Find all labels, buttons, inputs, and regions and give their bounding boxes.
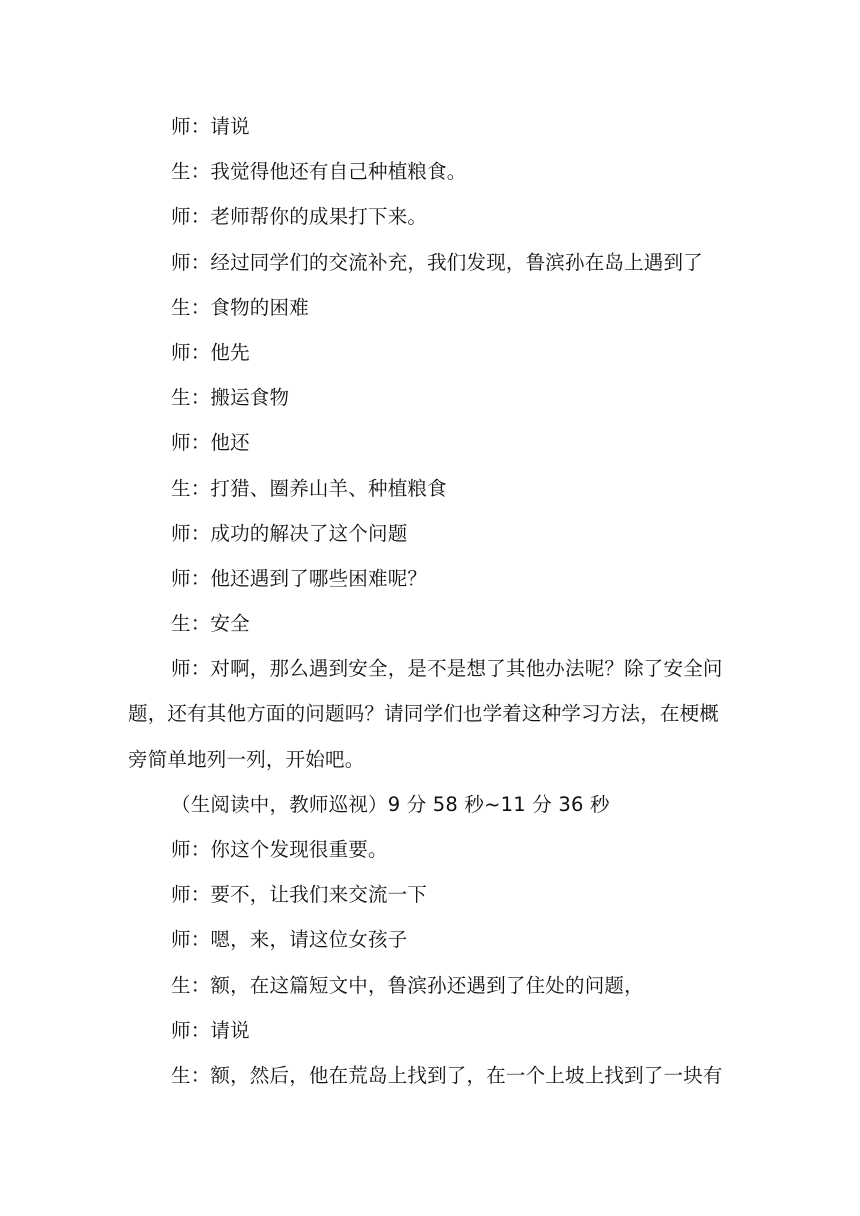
transcript-line: 生：打猎、圈养山羊、种植粮食 [171,476,447,500]
transcript-line: 师：嗯，来，请这位女孩子 [171,928,408,952]
transcript-line: 生：我觉得他还有自己种植粮食。 [171,160,467,184]
transcript-line: 生：额，然后，他在荒岛上找到了，在一个上坡上找到了一块有 [171,1063,723,1087]
transcript-line: 师：他还遇到了哪些困难呢？ [171,566,428,590]
transcript-body [128,109,738,1103]
transcript-line: 师：成功的解决了这个问题 [171,521,408,545]
transcript-line: 师：老师帮你的成果打下来。 [171,205,428,229]
transcript-line: 师：请说 [171,115,250,138]
transcript-line: 师：对啊，那么遇到安全，是不是想了其他办法呢？除了安全问 [171,657,723,681]
transcript-line: 师：要不，让我们来交流一下 [171,883,428,907]
transcript-line: 生：额，在这篇短文中，鲁滨孙还遇到了住处的问题， [171,973,644,997]
transcript-line: （生阅读中，教师巡视）9 分 58 秒~11 分 36 秒 [171,792,610,816]
transcript-line: 生：食物的困难 [171,295,309,319]
transcript-line: 旁简单地列一列，开始吧。 [128,747,365,771]
transcript-line: 生：安全 [171,612,250,636]
transcript-line: 师：他还 [171,431,250,455]
transcript-line: 师：请说 [171,1018,250,1042]
transcript-line: 师：你这个发现很重要。 [171,838,388,861]
transcript-line: 生：搬运食物 [171,386,290,410]
transcript-line: 题，还有其他方面的问题吗？请同学们也学着这种学习方法，在梗概 [128,702,720,726]
transcript-line: 师：他先 [171,340,250,364]
transcript-line: 师：经过同学们的交流补充，我们发现，鲁滨孙在岛上遇到了 [171,250,703,274]
